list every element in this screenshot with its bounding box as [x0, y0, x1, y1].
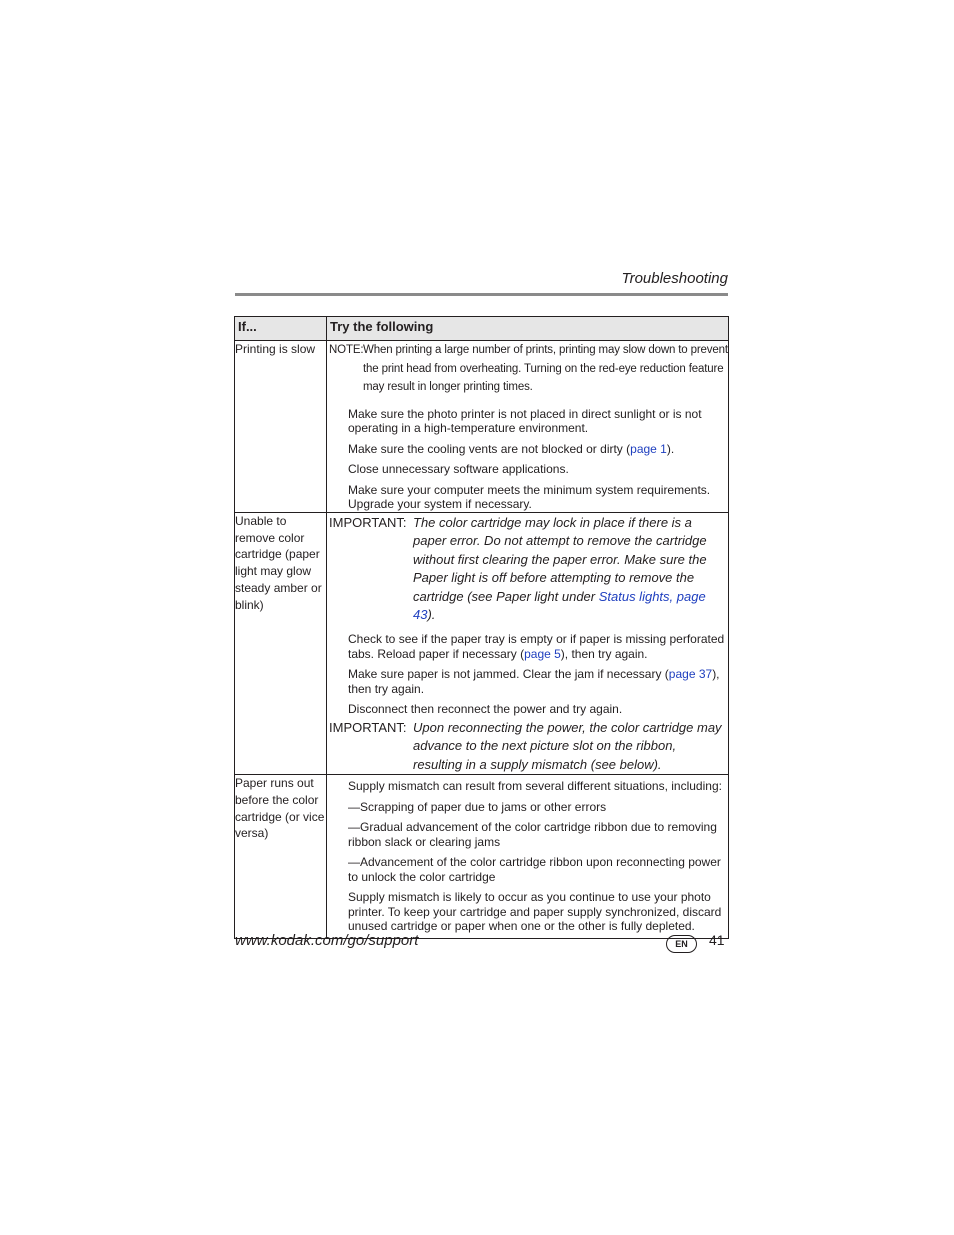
column-header-try: Try the following [327, 317, 729, 341]
condition-cell: Printing is slow [235, 341, 327, 513]
page-number: 41 [709, 932, 725, 948]
condition-cell: Paper runs out before the color cartridge (or vice versa) [235, 775, 327, 939]
status-lights-link[interactable]: Status lights, page 43 [413, 588, 706, 623]
important-notice [329, 514, 728, 624]
note-text: When printing a large number of prints, printing may slow down to prevent the print head from overheating. Turning on the red-eye reduction feature may result in longer printing times. [363, 344, 728, 393]
tip-text [348, 667, 728, 696]
header-rule [235, 293, 728, 296]
solution-cell [327, 513, 729, 775]
important-label: IMPORTANT: [329, 719, 407, 735]
table-row [235, 341, 729, 513]
tip-text-part: Make sure the cooling vents are not blocked or dirty ( [348, 441, 631, 456]
tip-text [348, 632, 728, 661]
table-header-row [235, 317, 729, 341]
important-text: Upon reconnecting the power, the color cartridge may advance to the next picture slot on the ribbon, resulting in a supply mismatch (see below). [413, 719, 722, 772]
tip-text: Supply mismatch is likely to occur as you continue to use your photo printer. To keep your cartridge and paper supply synchronized, discard unused cartridge or paper when one or the other is fully depleted. [348, 890, 722, 934]
column-header-if: If... [235, 317, 327, 341]
note [329, 341, 728, 397]
important-notice [329, 719, 728, 774]
section-title: Troubleshooting [621, 270, 728, 287]
language-badge: EN [666, 935, 697, 953]
tip-text [348, 442, 728, 457]
note-label: NOTE: [329, 344, 364, 356]
tip-text-part: ), then try again. [560, 646, 648, 661]
important-label: IMPORTANT: [329, 515, 407, 530]
important-text-part: The color cartridge may lock in place if there is a paper error. Do not attempt to remove the cartridge without first clearing the paper error. Make sure the Paper light is off before attempting to remove the cartridge (see Paper light under [413, 515, 707, 604]
support-url-link[interactable]: www.kodak.com/go/support [235, 932, 419, 949]
page-link[interactable]: page 37 [668, 667, 713, 682]
tip-text-part: ). [666, 441, 675, 456]
table-row [235, 513, 729, 775]
tip-text: Make sure your computer meets the minimum system requirements. Upgrade your system if necessary. [348, 482, 711, 511]
solution-cell [327, 341, 729, 513]
tip-text: Disconnect then reconnect the power and try again. [348, 702, 623, 717]
tip-text-part: Make sure paper is not jammed. Clear the jam if necessary ( [348, 667, 669, 682]
tip-text: —Scrapping of paper due to jams or other errors [348, 799, 607, 814]
page-link[interactable]: page 1 [630, 441, 667, 456]
tip-text: Make sure the photo printer is not placed in direct sunlight or is not operating in a high-temperature environment. [348, 406, 702, 435]
solution-cell [327, 775, 729, 939]
tip-text-part: Check to see if the paper tray is empty or if paper is missing perforated tabs. Reload paper if necessary ( [348, 632, 725, 661]
tip-text: Close unnecessary software applications. [348, 462, 569, 476]
tip-text-part: ), then try again. [348, 667, 720, 696]
page-link[interactable]: page 5 [524, 646, 561, 661]
important-text-part: ). [427, 607, 436, 623]
troubleshooting-table [234, 316, 729, 939]
tip-text: —Advancement of the color cartridge ribbon upon reconnecting power to unlock the color cartridge [348, 855, 721, 884]
important-text [413, 514, 728, 624]
tip-text: —Gradual advancement of the color cartridge ribbon due to removing ribbon slack or clearing jams [348, 820, 717, 849]
condition-cell: Unable to remove color cartridge (paper light may glow steady amber or blink) [235, 513, 327, 775]
table-row [235, 775, 729, 939]
tip-text: Supply mismatch can result from several different situations, including: [348, 779, 722, 794]
